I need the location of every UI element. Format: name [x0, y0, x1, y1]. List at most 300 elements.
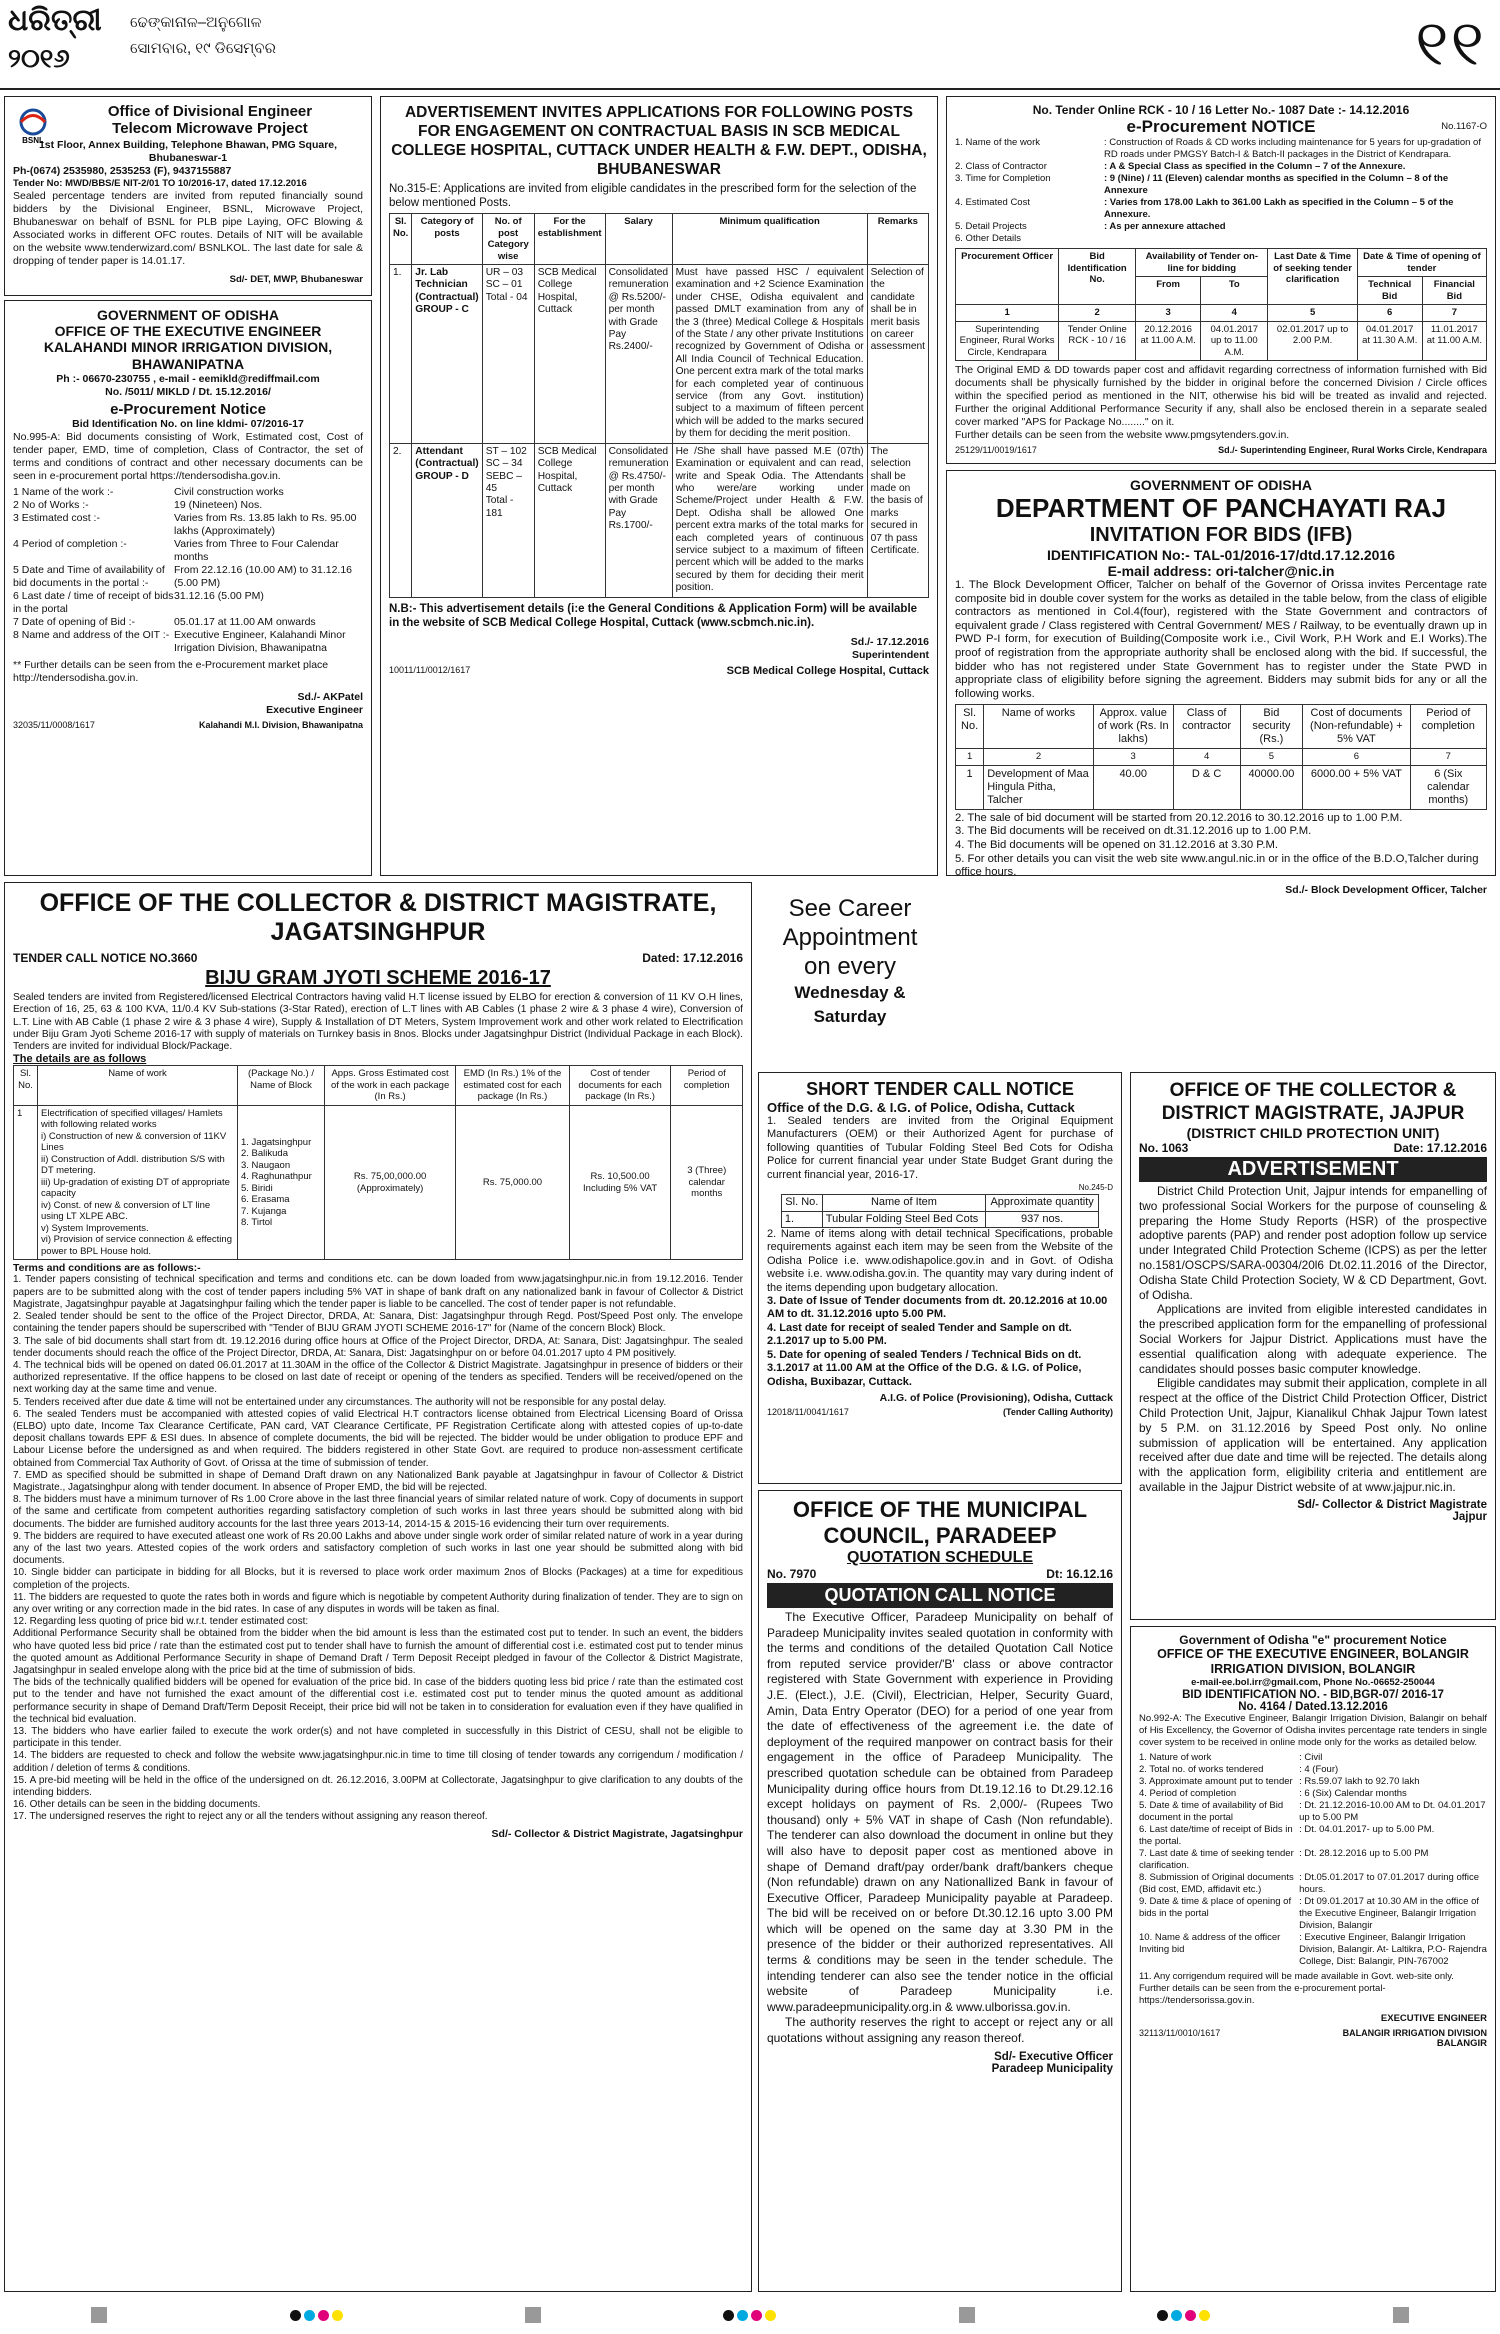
jj-p3: Eligible candidates may submit their application, complete in all respect at the office of the District Child Protection Officer, District Child Protection Unit, Jajpur, Kianalikul Chhak Jajpur Town latest by 5 P.M. on 31.12.2016 by Speed Post only. No online submission of application will be entertained. Any application received after due date and time will be rejected. The details along with the application form, eligibility criteria and entitlement are available in the Jajpur District website of at www.jajpur.nic.in.: [1139, 1376, 1487, 1494]
bl-detail-row: [1139, 1872, 1487, 1896]
jsp-column-header: Sl. No.: [14, 1066, 38, 1106]
detail-key: 1. Name of the work: [955, 137, 1041, 148]
edition-label: ଢେଙ୍କାନାଳ–ଅନୁଗୋଳ: [130, 14, 262, 31]
panchayati-raj-notice: [946, 470, 1496, 896]
bsnl-notice: [4, 96, 372, 296]
rck-th: Availability of Tender on-line for bidding: [1136, 249, 1268, 277]
rck-notice: [946, 96, 1496, 464]
detail-key: 7. Last date & time of seeking tender clarification.: [1139, 1848, 1294, 1871]
jsp-cell: Rs. 75,000.00: [456, 1105, 570, 1260]
pdp-sig2: Paradeep Municipality: [991, 2062, 1113, 2075]
rck-detail-row: [955, 197, 1487, 221]
jsp-sig: Sd/- Collector & District Magistrate, Jagatsinghpur: [491, 1827, 743, 1840]
detail-value: : Dt. 04.01.2017- up to 5.00 PM.: [1299, 1824, 1435, 1835]
bl-further: Further details can be seen from the e-procurement portal- https://tendersorissa.gov.in.: [1139, 1983, 1386, 2006]
scb-cell: ST – 102 SC – 34 SEBC – 45 Total - 181: [482, 443, 534, 597]
date-label: ସୋମବାର, ୧୯ ଡିସେମ୍ବର: [130, 40, 276, 57]
detail-value: Civil construction works: [174, 486, 284, 498]
st-cell: 937 nos.: [986, 1211, 1099, 1228]
pdp-date: Dt: 16.12.16: [1046, 1567, 1113, 1581]
st-column-header: Name of Item: [822, 1195, 985, 1212]
bl-bid-id: BID IDENTIFICATION NO. - BID,BGR-07/ 2016-17: [1182, 1689, 1444, 1701]
rck-col-number: 1: [956, 305, 1059, 322]
st-sig1: A.I.G. of Police (Provisioning), Odisha, Cuttack: [879, 1391, 1113, 1404]
pdp-sig1: Sd/- Executive Officer: [994, 2050, 1113, 2063]
kalahandi-contact: Ph :- 06670-230755 , e-mail - eemikld@rediffmail.com: [56, 373, 320, 385]
kalahandi-office: OFFICE OF THE EXECUTIVE ENGINEER: [54, 323, 322, 339]
detail-value: [1104, 233, 1487, 245]
detail-value: From 22.12.16 (10.00 AM) to 31.12.16 (5.00 PM): [174, 564, 353, 589]
detail-value: Executive Engineer, Kalahandi Minor Irrigation Division, Bhawanipatna: [174, 629, 346, 654]
short-tender-notice: [758, 1072, 1122, 1484]
detail-key: 5 Date and Time of availability of bid documents in the portal :-: [13, 564, 165, 589]
detail-value: Varies from Rs. 13.85 lakh to Rs. 95.00 lakhs (Approximately): [174, 512, 357, 537]
jj-sig1: Sd/- Collector & District Magistrate: [1297, 1498, 1487, 1511]
detail-value: : 6 (Six) Calendar months: [1299, 1788, 1407, 1799]
st-items-table: [781, 1194, 1099, 1228]
bl-detail-row: [1139, 1800, 1487, 1824]
st-title: SHORT TENDER CALL NOTICE: [806, 1079, 1074, 1099]
registration-square-icon: [525, 2307, 541, 2323]
pr-cell: 1: [956, 765, 984, 809]
registration-square-icon: [959, 2307, 975, 2323]
rck-cell: Tender Online RCK - 10 / 16: [1059, 321, 1136, 361]
pr-col-number: 2: [984, 749, 1094, 766]
kalahandi-division: KALAHANDI MINOR IRRIGATION DIVISION, BHAWANIPATNA: [43, 339, 333, 372]
jsp-date: Dated: 17.12.2016: [642, 951, 743, 965]
rck-title: e-Procurement NOTICE: [1126, 117, 1316, 136]
registration-dots-icon: [723, 2310, 776, 2321]
scb-cell: Selection of the candidate shall be in merit basis on career assessment: [867, 265, 928, 444]
kalahandi-bid-id: Bid Identification No. on line kldmi- 07/2016-17: [72, 418, 304, 430]
scb-title: ADVERTISEMENT INVITES APPLICATIONS FOR FOLLOWING POSTS FOR ENGAGEMENT ON CONTRACTUAL BASIS IN SCB MEDICAL COLLEGE HOSPITAL, CUTTACK UNDER HEALTH & F.W. DEPT., ODISHA, BHUBANESWAR: [391, 104, 927, 178]
pr-column-header: Name of works: [984, 705, 1094, 749]
bl-detail-row: [1139, 1776, 1487, 1788]
bsnl-signature: Sd/- DET, MWP, Bhubaneswar: [229, 274, 363, 285]
rck-th: Bid Identification No.: [1059, 249, 1136, 305]
jsp-term-item: 3. The sale of bid documents shall start from dt. 19.12.2016 during office hours at Office of the Project Director, DRDA, At: Sanara, Dist: Jagatsinghpur. The sealed tender documents should reach the office of the Project Director, DRDA, At: Sanara, Dist: Jagatsinghpur on or before 04.01.2017 upto 4 PM positively.: [13, 1335, 743, 1359]
bl-p11: 11. Any corrigendum required will be made available in Govt. web-site only.: [1139, 1971, 1454, 1982]
pr-col-number: 4: [1173, 749, 1240, 766]
jj-date: Date: 17.12.2016: [1393, 1141, 1487, 1155]
pr-ifb: INVITATION FOR BIDS (IFB): [1089, 524, 1353, 546]
bl-ref: 32113/11/0010/1617: [1139, 2028, 1221, 2038]
bl-detail-row: [1139, 1932, 1487, 1968]
kalahandi-notice-title: e-Procurement Notice: [110, 401, 266, 418]
page-number: ୧୧: [1415, 7, 1486, 81]
bsnl-address: 1st Floor, Annex Building, Telephone Bhawan, PMG Square, Bhubaneswar-1: [38, 139, 338, 164]
st-code: No.245-D: [1078, 1183, 1113, 1193]
pr-col-number: 6: [1303, 749, 1410, 766]
rck-detail-row: [955, 233, 1487, 245]
svg-text:BSNL: BSNL: [22, 136, 44, 145]
jsp-term-item: 12. Regarding less quoting of price bid w.r.t. tender estimated cost: Additional Performance Security shall be obtained from the bidder when the bid amount is less than the estimated cost put to tender. In such an event, the bidders who have quoted less bid price / rate than the estimated cost put to tender shall have to furnish the amount of differential cost i.e. estimated cost put to tender minus the quoted amount as Additional Performance Security in shape of Demand Draft / Term Deposit Receipt pledged in favour of the Collector & District Magistrate, Jagatsinghpur in sealed envelope along with the price bid at the time of submission of bids. The bids of the technically qualified bidders will be opened for evaluation of the price bid. In case of the bidders quoting less bid price / rate than the estimated cost put to the tender and have not furnished the exact amount of the differential cost i.e. estimated cost put to tender minus the quoted amount as additional performance security in shape of Demand Draft/Term Deposit Receipt, their price bid will not be taken in to consideration for evaluation even if they have qualified in the technical bid evaluation.: [13, 1616, 743, 1725]
jsp-column-header: EMD (In Rs.) 1% of the estimated cost for each package (In Rs.): [456, 1066, 570, 1106]
bl-detail-row: [1139, 1848, 1487, 1872]
jsp-column-header: Cost of tender documents for each package (In Rs.): [569, 1066, 671, 1106]
jsp-column-header: (Package No.) / Name of Block: [238, 1066, 325, 1106]
pr-cell: 6 (Six calendar months): [1410, 765, 1486, 809]
detail-key: 2. Total no. of works tendered: [1139, 1764, 1264, 1775]
detail-key: 6. Last date/time of receipt of Bids in the portal.: [1139, 1824, 1293, 1847]
rck-detail-row: [955, 221, 1487, 233]
jsp-cell: Rs. 75,00,000.00 (Approximately): [324, 1105, 455, 1260]
jsp-term-item: 2. Sealed tender should be sent to the office of the Project Director, DRDA, At: Sanara, Dist: Jagatsinghpur through Regd. Post/Speed Post only. The envelope containing the tender papers should be superscribed with "Tender of BIJU GRAM JYOTI SCHEME 2016-17" for (Name of the concern Block) Block.: [13, 1311, 743, 1335]
pr-dept: DEPARTMENT OF PANCHAYATI RAJ: [995, 493, 1447, 523]
rck-body: The Original EMD & DD towards paper cost and affidavit regarding correctness of information furnished with Bid documents shall be physically furnished by the bidder in original before the concerned Division / Circle offices within the specified period as mentioned in the NIT, otherwise his bid will be treated as invalid and rejected. Further the original Additional Performance Security if any, shall also be enclosed therein in a separate sealed cover marked "APS for Package No........" on it.: [955, 364, 1487, 428]
pr-col-number: 3: [1093, 749, 1173, 766]
detail-key: 9. Date & time & place of opening of bids in the portal: [1139, 1896, 1292, 1919]
detail-value: : Dt 09.01.2017 at 10.30 AM in the office of the Executive Engineer, Balangir Irrigation Division, Balangir: [1299, 1896, 1479, 1931]
scb-column-header: For the establishment: [534, 214, 605, 265]
pr-column-header: Approx. value of work (Rs. In lakhs): [1093, 705, 1173, 749]
jj-sig2: Jajpur: [1452, 1510, 1487, 1523]
jsp-term-item: 5. Tenders received after due date & time will not be entertained under any circumstances. The authority will not be responsible for any postal delay.: [13, 1396, 667, 1408]
scb-date: Sd./- 17.12.2016: [850, 635, 929, 648]
rck-th: To: [1201, 277, 1268, 305]
pdp-body2: The authority reserves the right to accept or reject any or all quotations without assigning any reason thereof.: [767, 2015, 1113, 2046]
collector-jajpur-notice: [1130, 1072, 1496, 1620]
kalahandi-detail-row: [13, 590, 363, 616]
jsp-term-item: 13. The bidders who have earlier failed to execute the work order(s) and not have completed in successfully in this District of CESU, shall not be eligible to participate in this tender.: [13, 1726, 743, 1750]
scb-table-row: [390, 265, 929, 444]
pr-column-header: Period of completion: [1410, 705, 1486, 749]
pr-cell: 40.00: [1093, 765, 1173, 809]
kalahandi-detail-row: [13, 564, 363, 590]
jj-p2: Applications are invited from eligible interested candidates in the prescribed application form for the empanelling of professional Social Workers for Jajpur District. Applications must have the essential qualification along with adequate experience. The candidates should posses basic computer knowledge.: [1139, 1302, 1487, 1376]
rck-cell: Superintending Engineer, Rural Works Circle, Kendrapara: [956, 321, 1059, 361]
scb-advertisement: [380, 96, 938, 876]
scb-cell: Consolidated remuneration @ Rs.5200/- per month with Grade Pay Rs.2400/-: [605, 265, 672, 444]
bl-sig3: BALANGIR: [1436, 2038, 1487, 2049]
detail-value: : 4 (Four): [1299, 1764, 1339, 1775]
scb-cell: Jr. Lab Technician (Contractual) GROUP - C: [412, 265, 482, 444]
detail-key: 3. Approximate amount put to tender: [1139, 1776, 1293, 1787]
pr-col-number: 5: [1240, 749, 1303, 766]
rck-further: Further details can be seen from the website www.pmgsytenders.gov.in.: [955, 429, 1290, 441]
kalahandi-sig1: Sd./- AKPatel: [297, 691, 363, 703]
pr-works-table: [955, 704, 1487, 810]
kalahandi-ref: 32035/11/0008/1617: [13, 720, 95, 730]
detail-key: 1 Name of the work :-: [13, 486, 114, 498]
scb-cell: 2.: [390, 443, 412, 597]
pr-cell: D & C: [1173, 765, 1240, 809]
registration-dots-icon: [1157, 2310, 1210, 2321]
career-line3: on every: [803, 953, 897, 980]
pr-col-number: 7: [1410, 749, 1486, 766]
jj-no: No. 1063: [1139, 1141, 1189, 1155]
rck-col-number: 3: [1136, 305, 1201, 322]
scb-cell: Attendant (Contractual) GROUP - D: [412, 443, 482, 597]
rck-top: No. Tender Online RCK - 10 / 16 Letter No.- 1087 Date :- 14.12.2016: [1032, 103, 1410, 117]
rck-col-number: 5: [1268, 305, 1357, 322]
registration-dots-icon: [290, 2310, 343, 2321]
detail-key: 8 Name and address of the OIT :-: [13, 629, 170, 641]
scb-cell: Consolidated remuneration @ Rs.4750/- per month with Grade Pay Rs.1700/-: [605, 443, 672, 597]
detail-value: : Construction of Roads & CD works including maintenance for 5 years for up-gradation of RD roads under PMGSY Batch-I & Batch-II packages in the District of Kendrapara.: [1103, 137, 1481, 160]
pr-cell: 6000.00 + 5% VAT: [1303, 765, 1410, 809]
jsp-scheme: BIJU GRAM JYOTI SCHEME 2016-17: [205, 967, 551, 989]
st-sig2: (Tender Calling Authority): [1003, 1406, 1113, 1417]
bl-office: OFFICE OF THE EXECUTIVE ENGINEER, BOLANGIR IRRIGATION DIVISION, BOLANGIR: [1157, 1647, 1469, 1676]
detail-value: Varies from Three to Four Calendar months: [174, 538, 339, 563]
jj-title: OFFICE OF THE COLLECTOR & DISTRICT MAGISTRATE, JAJPUR: [1161, 1080, 1465, 1124]
detail-key: 4. Period of completion: [1139, 1788, 1237, 1799]
detail-value: : Dt. 21.12.2016-10.00 AM to Dt. 04.01.2017 up to 5.00 PM: [1299, 1800, 1486, 1823]
kalahandi-sig2: Executive Engineer: [266, 704, 363, 716]
bsnl-phone: Ph-(0674) 2535980, 2535253 (F), 9437155887: [13, 165, 232, 177]
scb-cell: 1.: [390, 265, 412, 444]
pr-gov: GOVERNMENT OF ODISHA: [1129, 477, 1312, 493]
rck-schedule-table: [955, 248, 1487, 361]
detail-key: 5. Date & time of availability of Bid document in the portal: [1139, 1800, 1284, 1823]
scb-ref: 10011/11/0012/1617: [389, 664, 471, 675]
jsp-cell: 3 (Three) calendar months: [671, 1105, 743, 1260]
pr-column-header: Class of contractor: [1173, 705, 1240, 749]
jsp-term-item: 9. The bidders are required to have executed atleast one work of Rs 20.00 Lakhs and above under single work order of similar related nature of work in a year during any of the last two years. Attested copies of the work orders and satisfactory completion of such works in last one year should be submitted along with bid documents.: [13, 1530, 743, 1567]
jsp-term-item: 15. A pre-bid meeting will be held in the office of the undersigned on dt. 26.12.2016, 3.00PM at Collectorate, Jagatsinghpur to give clarification to any doubts of the intending bidders.: [13, 1774, 743, 1799]
rck-th: From: [1136, 277, 1201, 305]
st-column-header: Approximate quantity: [986, 1195, 1099, 1212]
jsp-details-hdr: The details are as follows: [13, 1053, 147, 1066]
bl-intro: No.992-A: The Executive Engineer, Balangir Irrigation Division, Balangir on behalf of His Excellency, the Governor of Odisha invites percentage rate tenders in single cover system to be received in online mode only for the works as detailed below.: [1139, 1713, 1487, 1748]
kalahandi-detail-row: [13, 499, 363, 512]
kalahandi-details: [13, 486, 363, 655]
detail-key: 4 Period of completion :-: [13, 538, 127, 550]
rck-cell: 02.01.2017 up to 2.00 P.M.: [1268, 321, 1357, 361]
rck-detail-row: [955, 161, 1487, 173]
st-ref: 12018/11/0041/1617: [767, 1406, 849, 1417]
scb-column-header: Category of posts: [412, 214, 482, 265]
paradeep-notice: [758, 1490, 1122, 2292]
kalahandi-letter-no: No. /5011/ MIKLD / Dt. 15.12.2016/: [105, 386, 271, 398]
detail-key: 1. Nature of work: [1139, 1752, 1212, 1763]
pr-column-header: Bid security (Rs.): [1240, 705, 1303, 749]
detail-value: : Rs.59.07 lakh to 92.70 lakh: [1299, 1776, 1420, 1787]
pr-p5: 5. For other details you can visit the web site www.angul.nic.in or in the office of the B.D.O,Talcher during office hours.: [955, 852, 1479, 879]
bsnl-subtitle: Telecom Microwave Project: [112, 120, 308, 137]
detail-value: : Civil: [1299, 1752, 1323, 1763]
bl-contact: e-mail-ee.bol.irr@gmail.com, Phone No.-06652-250044: [1191, 1677, 1435, 1688]
jsp-term-item: 16. Other details can be seen in the bidding documents.: [13, 1799, 261, 1811]
detail-key: 7 Date of opening of Bid :-: [13, 616, 135, 628]
st-p5: 5. Date for opening of sealed Tenders / Technical Bids on dt. 3.1.2017 at 11.00 AM at the Office of the D.G. & I.G. of Police, Odisha, Buxibazar, Cuttack.: [767, 1348, 1082, 1388]
bl-sig1: EXECUTIVE ENGINEER: [1380, 2013, 1487, 2024]
pr-sig: Sd./- Block Development Officer, Talcher: [1285, 883, 1487, 896]
bl-detail-row: [1139, 1764, 1487, 1776]
rck-detail-row: [955, 137, 1487, 161]
bl-gov: Government of Odisha "e" procurement Notice: [1179, 1633, 1447, 1647]
jsp-cell: Electrification of specified villages/ Hamlets with following related works i) Construction of new & conversion of 11KV Lines ii) Construction of Addl. distribution S/S with DT metering. iii) Up-gradation of existing DT of appropriate capacity iv) Const. of new & conversion of LT line using LT XLPE ABC. v) System Improvements. vi) Provision of service connection & effecting power to BPL House hold.: [38, 1105, 238, 1260]
pdp-banner: QUOTATION CALL NOTICE: [767, 1583, 1113, 1608]
scb-cell: SCB Medical College Hospital, Cuttack: [534, 443, 605, 597]
detail-value: 05.01.17 at 11.00 AM onwards: [174, 616, 316, 628]
scb-sig1: Superintendent: [851, 648, 929, 661]
kalahandi-body: No.995-A: Bid documents consisting of Work, Estimated cost, Cost of tender paper, EMD, time of completion, Class of Contractor, the set of terms and conditions of contract and other necessary documents can be seen in e-procurement portal https://tendersodisha.gov.in.: [13, 431, 363, 482]
scb-sig2: SCB Medical College Hospital, Cuttack: [726, 664, 929, 677]
kalahandi-detail-row: [13, 512, 363, 538]
st-cell: 1.: [781, 1211, 822, 1228]
jj-p1: District Child Protection Unit, Jajpur intends for empanelling of two professional Social Workers for the purpose of counseling & preparing the Home Study Reports (HSR) of the prospective adoptive parents (PAP) and render post adoption follow up service under Integrated Child Protection Scheme (ICPS) as per the letter no.1581/OSCPS/SARA-00304/20l6 Dt.02.11.2016 of the Director, Odisha State Child Protection Society, W & CD Department, Govt. of Odisha.: [1139, 1184, 1487, 1302]
scb-cell: He /She shall have passed M.E (07th) Examination or equivalent and can read, write and Speak Odia. The Attendants who were/are working under Scheme/Project under Health & F.W. Dept. Odisha shall be allowed One percent extra marks of the total marks for each completed years of continuous service subject to a maximum of fifteen percent which will be added to the marks secured by them for deciding their merit position.: [672, 443, 867, 597]
rck-col-number: 4: [1201, 305, 1268, 322]
bsnl-tender-no: Tender No: MWD/BBS/E NIT-2/01 TO 10/2016-17, dated 17.12.2016: [13, 178, 307, 189]
pdp-sched: QUOTATION SCHEDULE: [846, 1549, 1034, 1566]
jsp-term-item: 8. The bidders must have a minimum turnover of Rs 1.00 Crore above in the last three financial years of similar related nature of work. Copy of documents in support of the same and certificate from competent authorities regarding satisfactory completion of such works in last three years should be submitted along with bid documents. The bidder are furnished auditory accounts for the last three years 2013-14, 2014-15 & 2015-16 evidencing their turn over requirements.: [13, 1494, 743, 1530]
kalahandi-detail-row: [13, 538, 363, 564]
jsp-works-table: [13, 1065, 743, 1260]
detail-key: 2 No of Works :-: [13, 499, 89, 511]
detail-value: : As per annexure attached: [1103, 221, 1226, 232]
bl-sig2: BALANGIR IRRIGATION DIVISION: [1342, 2028, 1487, 2038]
career-promo: [760, 888, 940, 1042]
masthead-title: ଧରିତ୍ରୀ: [8, 3, 102, 38]
page-header: [0, 0, 1500, 90]
pr-cell: Development of Maa Hingula Pitha, Talcher: [984, 765, 1094, 809]
kalahandi-detail-row: [13, 616, 363, 629]
pr-column-header: Sl. No.: [956, 705, 984, 749]
detail-value: 31.12.16 (5.00 PM): [174, 590, 264, 602]
jsp-terms: [13, 1274, 743, 1823]
pr-p1: 1. The Block Development Officer, Talcher on behalf of the Governor of Orissa invites Percentage rate composite bid in double cover system for the works as detailed in the table below, from the class of eligible contractors as mentioned in Col.4(four), registered with the State Government and contractors of equivalent grade / Class registered with Central Government/ MES / Railway, to be eventually drawn up in PWD P-I form, for execution of Building(Composite work i.e., Civil Work, P.H Work and E.I Works).The proof of registration from the appropriate authority shall be enclosed along with the bid. If successful, the bidder who has not registered under State Government has to register under the State PWD in appropriate class of eligibility before signing the agreement. Bidders may submit bids for any or all the following works.: [955, 579, 1487, 700]
kalahandi-sig3: Kalahandi M.I. Division, Bhawanipatna: [198, 720, 363, 730]
jsp-term-item: 14. The bidders are requested to check and follow the website www.jagatsinghpur.nic.in time to time till closing of tender towards any corrigendum / modification / addition / deletion of terms & conditions.: [13, 1750, 743, 1774]
rck-th: Date & Time of opening of tender: [1357, 249, 1486, 277]
detail-key: 8. Submission of Original documents (Bid cost, EMD, affidavit etc.): [1139, 1872, 1294, 1895]
pr-cell: 40000.00: [1240, 765, 1303, 809]
scb-cell: UR – 03 SC – 01 Total - 04: [482, 265, 534, 444]
rck-th: Technical Bid: [1357, 277, 1422, 305]
bl-detail-row: [1139, 1896, 1487, 1932]
detail-value: : A & Special Class as specified in the Column – 7 of the Annexure.: [1103, 161, 1406, 172]
scb-column-header: Salary: [605, 214, 672, 265]
detail-value: : 9 (Nine) / 11 (Eleven) calendar months as specified in the Column – 8 of the Annexure: [1103, 173, 1449, 196]
bl-no: No. 4164 / Dated.13.12.2016: [1238, 1701, 1388, 1713]
bsnl-body: Sealed percentage tenders are invited from reputed financially sound bidders by the Divisional Engineer, BSNL, Microwave Project, Bhubaneswar on behalf of BSNL for PLB pipe Laying, OFC Blowing & Associated works in different OFC routes. Details of NIT will be available on the website www.tenderwizard.com/ BSNLKOL. The last date for sale & dropping of tender paper is 14.01.17.: [13, 190, 363, 267]
detail-key: 3 Estimated cost :-: [13, 512, 100, 524]
jsp-term-item: 6. The sealed Tenders must be accompanied with attested copies of valid Electrical H.T contractors license obtained from Electrical Licensing Board of Orissa (ELBO) upto date, Income Tax Clearance Certificate, PAN card, VAT Clearance Certificate, PF Registration Certificate along with attested copies of up-to-date deposit challans towards EPF & ESI dues. In absence of complete documents, the bid will be rejected. The bidder would be under obligation to produce EPF and Labour License before the undersigned as and when required. The bidders registered in other State Govt. are required to produce non-assessment certificate obtained from Commercial Tax Authority of Govt. of Orissa at the time of submission of tender.: [13, 1408, 743, 1469]
rck-col-number: 2: [1059, 305, 1136, 322]
st-p2: 2. Name of items along with detail technical Specifications, probable requirements against each item may be seen from the Website of the Odisha Police i.e. www.odishapolice.gov.in and in Govt. of Odisha website i.e. www.odisha.gov.in. The quantity may vary during indent of the items depending upon budgetary allocation.: [767, 1228, 1113, 1294]
detail-key: 2. Class of Contractor: [955, 161, 1047, 172]
rck-code: No.1167-O: [1441, 121, 1487, 132]
rck-th: Financial Bid: [1422, 277, 1486, 305]
scb-cell: SCB Medical College Hospital, Cuttack: [534, 265, 605, 444]
career-line1: See Career: [788, 895, 912, 922]
jsp-column-header: Name of work: [38, 1066, 238, 1106]
pdp-body: The Executive Officer, Paradeep Municipality on behalf of Paradeep Municipality invites sealed quotation in conformity with the terms and conditions of the detailed Quotation Call Notice from reputed service provider/'B' class or above contractor registered with State Government with experience in Providing J.E. (Elect.), J.E. (Civil), Electrician, Helper, Security Guard, Amin, Data Entry Operator (DEO) for a period of one year from the date of effectiveness of the agreement i.e. the date of deployment of the required manpower on contract basis for their engagement in the office of Paradeep Municipality. The prescribed quotation schedule can be obtained from Paradeep Municipality during office hours from Dt.19.12.16 to Dt.29.12.16 except holidays on payment of Rs. 2,000/- (Rupees Two thousand) only + 5% VAT in shape of Cash (Non refundable). The tenderer can also download the document in online but they will also have to deposit paper cost as mentioned above in shape of Demand draft/pay order/bank draft/bankers cheque (Non refundable) drawn on any Nationallized Bank in favour of Executive Officer, Paradeep Municipality payable at Paradeep. The bid will be received on or before Dt.30.12.16 upto 3.00 PM which will be opened on the same day at 3.30 PM in the presence of the bidder or their authorized representatives. All terms & conditions may be seen in the tender schedule. The intending tenderer can also see the tender notice in the official website of Paradeep Municipality i.e. www.paradeepmunicipality.org.in & www.ulborissa.gov.in.: [767, 1610, 1113, 2014]
pr-p3: 3. The Bid documents will be received on dt.31.12.2016 up to 1.00 P.M.: [955, 825, 1312, 838]
rck-detail-row: [955, 173, 1487, 197]
scb-column-header: Minimum qualification: [672, 214, 867, 265]
bsnl-title: Office of Divisional Engineer: [107, 103, 313, 120]
pr-email: E-mail address: ori-talcher@nic.in: [1107, 563, 1335, 579]
career-line2: Appointment: [782, 924, 918, 951]
scb-nb: N.B:- This advertisement details (i:e the General Conditions & Application Form) will be available in the website of SCB Medical College Hospital, Cuttack (www.scbmch.nic.in).: [389, 602, 918, 629]
jsp-column-header: Apps. Gross Estimated cost of the work in each package (In Rs.): [324, 1066, 455, 1106]
scb-intro: No.315-E: Applications are invited from eligible candidates in the prescribed form for the selection of the below mentioned Posts.: [389, 183, 917, 209]
masthead-year: ୨୦୧୬: [8, 44, 70, 74]
scb-column-header: Sl. No.: [390, 214, 412, 265]
rck-th: Last Date & Time of seeking tender clarification: [1268, 249, 1357, 305]
st-office: Office of the D.G. & I.G. of Police, Odisha, Cuttack: [767, 1100, 1075, 1115]
kalahandi-note: ** Further details can be seen from the e-Procurement market place http://tendersodisha.gov.in.: [13, 659, 329, 684]
jsp-call: TENDER CALL NOTICE NO.3660: [13, 951, 198, 965]
detail-value: : Varies from 178.00 Lakh to 361.00 Lakh as specified in the Column – 5 of the Annexure.: [1103, 197, 1454, 220]
jsp-term-item: 17. The undersigned reserves the right to reject any or all the tenders without assigning any reason thereof.: [13, 1811, 488, 1823]
st-p3: 3. Date of Issue of Tender documents from dt. 20.12.2016 at 10.00 AM to dt. 31.12.2016 upto 5.00 PM.: [767, 1295, 1108, 1321]
scb-column-header: No. of post Category wise: [482, 214, 534, 265]
detail-key: 3. Time for Completion: [955, 173, 1051, 184]
pr-p4: 4. The Bid documents will be opened on 31.12.2016 at 3.30 P.M.: [955, 839, 1279, 852]
career-line4: Wednesday & Saturday: [794, 983, 906, 1026]
jsp-term-item: 10. Single bidder can participate in bidding for all Blocks, but it is reversed to place work order maximum 2nos of Blocks (Packages) at a time for expeditious completion of the projects.: [13, 1567, 743, 1591]
rck-col-number: 6: [1357, 305, 1422, 322]
detail-value: 19 (Nineteen) Nos.: [174, 499, 263, 511]
rck-col-number: 7: [1422, 305, 1486, 322]
pr-column-header: Cost of documents (Non-refundable) + 5% VAT: [1303, 705, 1410, 749]
bl-detail-row: [1139, 1752, 1487, 1764]
balangir-notice: [1130, 1626, 1496, 2292]
jsp-column-header: Period of completion: [671, 1066, 743, 1106]
rck-th: Procurement Officer: [956, 249, 1059, 305]
header-meta: [130, 10, 276, 62]
pr-p2: 2. The sale of bid document will be started from 20.12.2016 to 30.12.2016 up to 1.00 P.M.: [955, 811, 1403, 824]
jsp-term-item: 7. EMD as specified should be submitted in shape of Demand Draft drawn on any Nationalized Bank payable at Jagatsinghpur in favour of Collector & District Magistrate., Jagatsinghpur along with tender document. In absence of Proper EMD, the bid will be rejected.: [13, 1469, 743, 1493]
detail-key: 6. Other Details: [955, 233, 1021, 244]
st-cell: Tubular Folding Steel Bed Cots: [822, 1211, 985, 1228]
jsp-term-item: 4. The technical bids will be opened on dated 06.01.2017 at 11.30AM in the office of the Collector & District Magistrate. Jagatsinghpur in presence of bidders or their authorized representative. If the office happens to be closed on last date of receipt or opening of the tenders as specified. Tenders will be received/opened on the next working day at the same time and venue.: [13, 1359, 743, 1396]
rck-cell: 04.01.2017 at 11.30 A.M.: [1357, 321, 1422, 361]
rck-cell: 20.12.2016 at 11.00 A.M.: [1136, 321, 1201, 361]
st-column-header: Sl. No.: [781, 1195, 822, 1212]
scb-posts-table: [389, 213, 929, 598]
scb-column-header: Remarks: [867, 214, 928, 265]
jsp-term-item: 11. The bidders are requested to quote the rates both in words and figure which is negotiable by competent Authority during finalization of tender. They are to sign on any over writing or any correction made in the bid rates. In case of any disputes in words will be taken as final.: [13, 1591, 743, 1615]
pdp-title: OFFICE OF THE MUNICIPAL COUNCIL, PARADEEP: [792, 1497, 1088, 1548]
registration-square-icon: [91, 2307, 107, 2323]
detail-value: : Dt.05.01.2017 to 07.01.2017 during office hours.: [1299, 1872, 1480, 1895]
jj-banner: ADVERTISEMENT: [1139, 1157, 1487, 1182]
jsp-cell: Rs. 10,500.00 Including 5% VAT: [569, 1105, 671, 1260]
detail-key: 6 Last date / time of receipt of bids in the portal: [13, 590, 174, 615]
detail-value: : Executive Engineer, Balangir Irrigation Division, Balangir. At- Laltikra, P.O- Rajendra College, Dist: Balangir, PIN-767002: [1299, 1932, 1487, 1967]
st-p1: 1. Sealed tenders are invited from the Original Equipment Manufacturers (OEM) or their Authorized Agent for purchase of following quantities of Tubular Folding Steel Bed Cots for Odisha Police for current financial year under State Budget Grant during the current financial year, 2016-17.: [767, 1115, 1113, 1181]
jsp-terms-hdr: Terms and conditions are as follows:-: [13, 1262, 201, 1275]
jsp-term-item: 1. Tender papers consisting of technical specification and terms and conditions etc. can be down loaded from www.jagatsinghpur.nic.in from 19.12.2016. Tender papers are to be submitted along with the cost of tender papers including 5% VAT in shape of bank draft on any nationalized bank in favour of Collector & District Magistrate, Jagatsinghpur payable at Jagatsinghpur failing which the tender paper is liable to be cancelled. The cost of tender paper is not refundable.: [13, 1274, 743, 1310]
pdp-no: No. 7970: [767, 1567, 817, 1581]
collector-jagatsinghpur-notice: [4, 882, 752, 2292]
jsp-cell: 1. Jagatsinghpur 2. Balikuda 3. Naugaon 4. Raghunathpur 5. Biridi 6. Erasama 7. Kujanga 8. Tirtol: [238, 1105, 325, 1260]
st-p4: 4. Last date for receipt of sealed Tender and Sample on dt. 2.1.2017 up to 5.00 PM.: [767, 1321, 1072, 1348]
detail-key: 5. Detail Projects: [955, 221, 1027, 232]
detail-value: : Dt. 28.12.2016 up to 5.00 PM: [1299, 1848, 1429, 1859]
scb-cell: Must have passed HSC / equivalent examination and +2 Science Examination under CHSE, Odisha equivalent and passed DMLT examination from any of the 3 (three) Medical College & Hospitals of the State / any other private Institutions recognized by Government of Odisha or All India Council of Technical Education. One percent extra mark of the total marks for each completed year of continuous service (from any Govt. institution) subject to a maximum of fifteen percent which will be added to the marks secured by them for deciding the merit position.: [672, 265, 867, 444]
pr-col-number: 1: [956, 749, 984, 766]
jj-unit: (DISTRICT CHILD PROTECTION UNIT): [1186, 1125, 1440, 1141]
rck-cell: 11.01.2017 at 11.00 A.M.: [1422, 321, 1486, 361]
print-registration-strip: [0, 2296, 1500, 2334]
bsnl-logo-icon: [13, 107, 53, 145]
rck-details: [955, 137, 1487, 245]
jsp-title: OFFICE OF THE COLLECTOR & DISTRICT MAGISTRATE, JAGATSINGHPUR: [39, 889, 717, 946]
rck-sig: Sd./- Superintending Engineer, Rural Works Circle, Kendrapara: [1218, 445, 1487, 455]
kalahandi-detail-row: [13, 629, 363, 655]
bl-detail-row: [1139, 1788, 1487, 1800]
detail-key: 4. Estimated Cost: [955, 197, 1030, 208]
rck-ref: 25129/11/0019/1617: [955, 445, 1037, 455]
detail-key: 10. Name & address of the officer Inviting bid: [1139, 1932, 1281, 1955]
